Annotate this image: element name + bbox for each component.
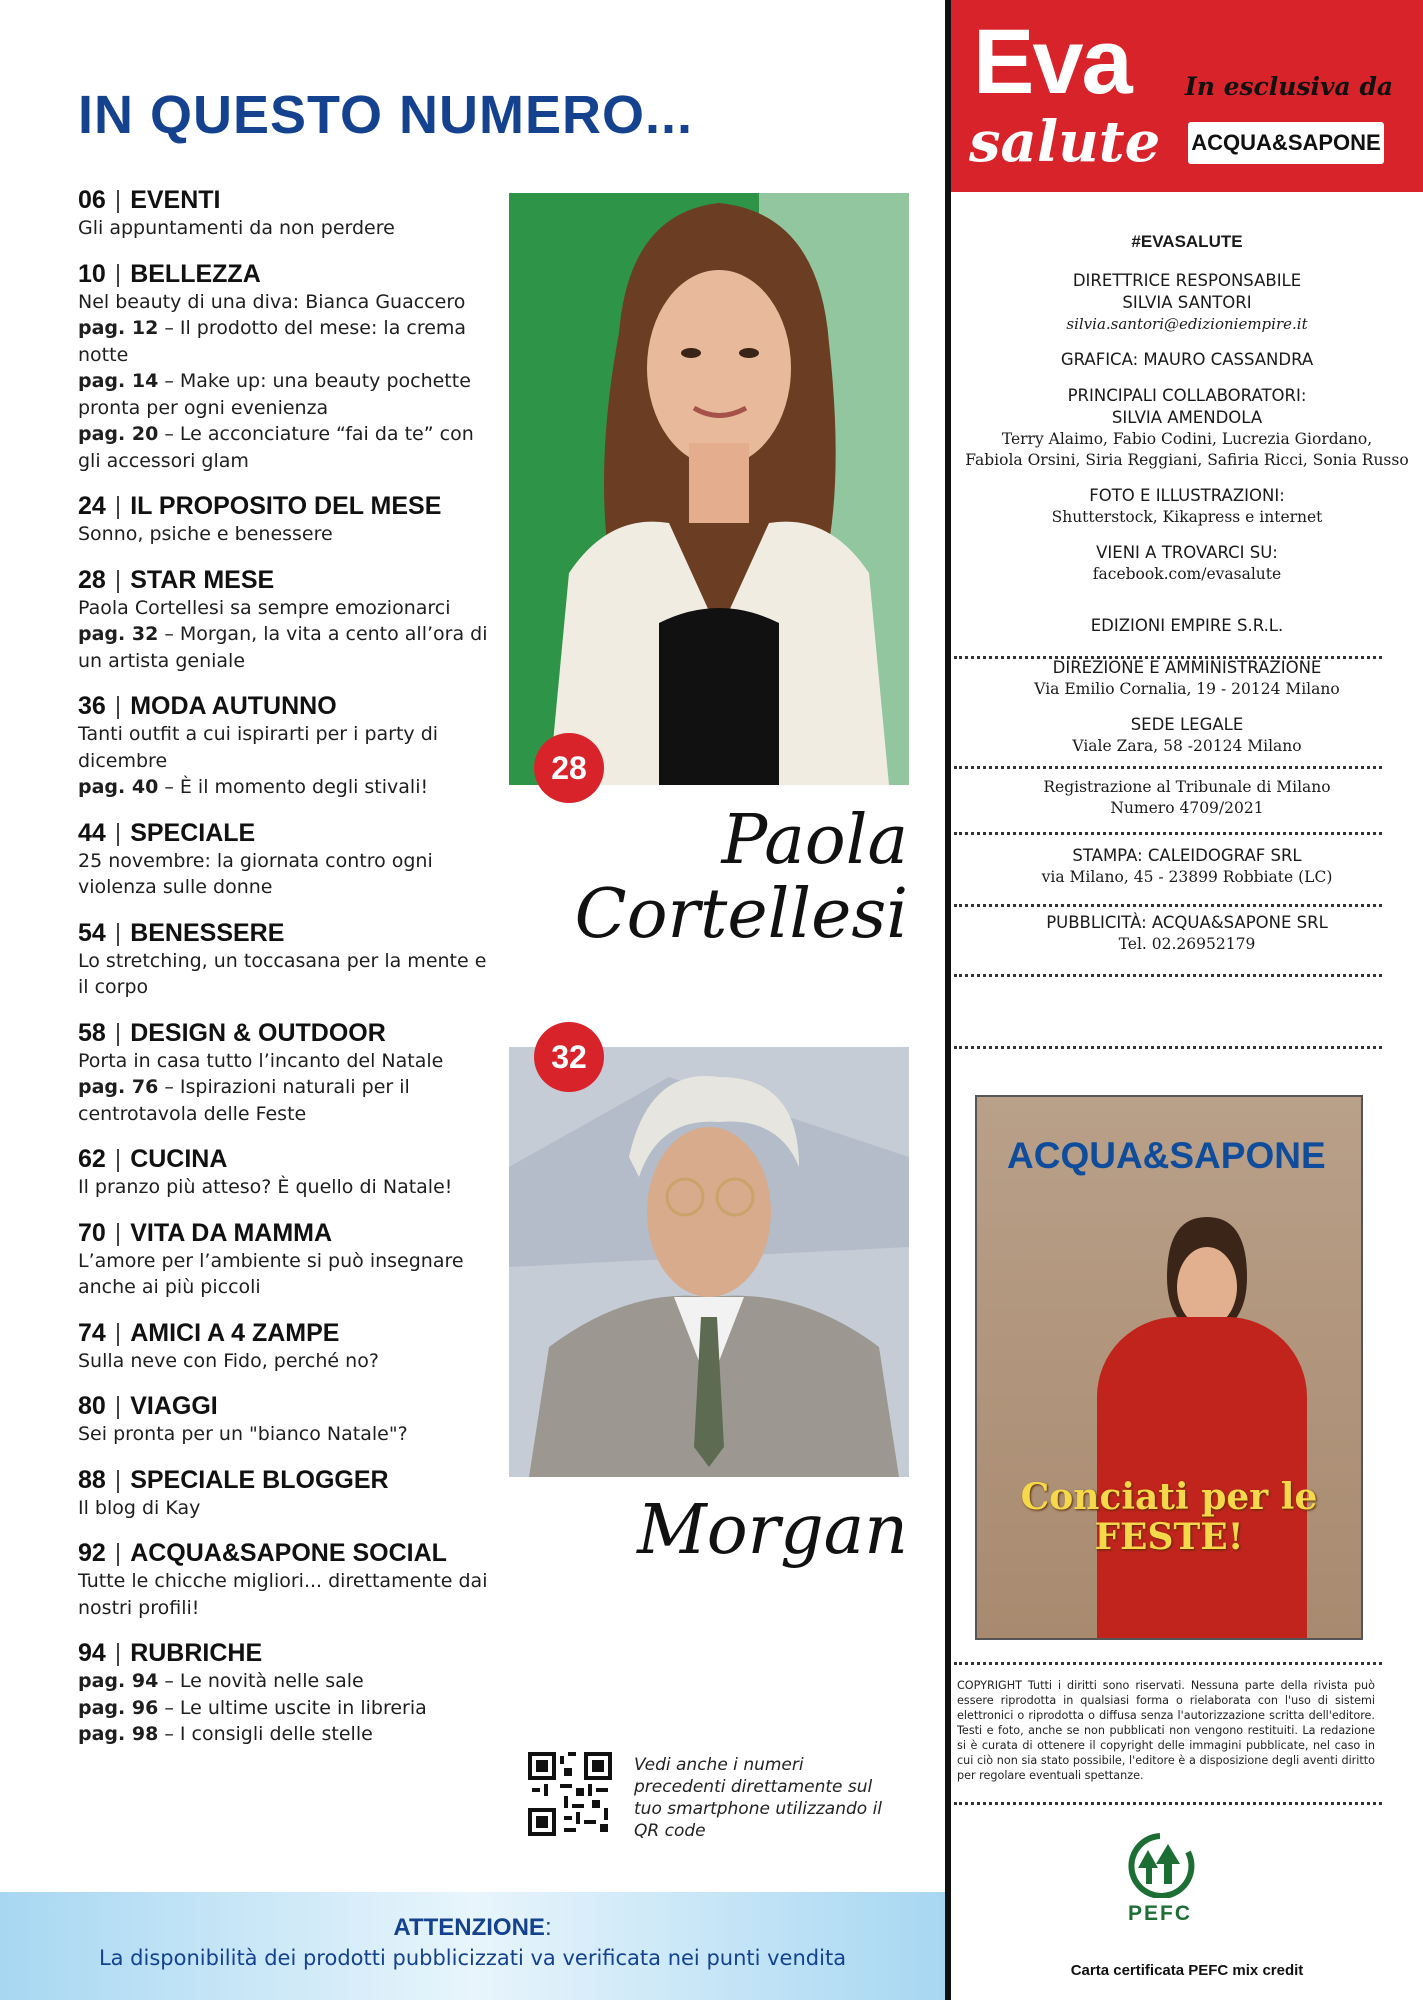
toc-heading: 74 | AMICI A 4 ZAMPE — [78, 1318, 340, 1347]
toc-heading: 62 | CUCINA — [78, 1145, 228, 1173]
toc-line: Porta in casa tutto l’incanto del Natale — [78, 1049, 444, 1072]
qr-code-icon[interactable] — [528, 1752, 612, 1836]
toc-page-number: 06 — [78, 186, 106, 214]
toc-line: Sei pronta per un "bianco Natale"? — [78, 1423, 408, 1445]
toc-item[interactable] — [78, 918, 488, 1001]
toc-line: L’amore per l’ambiente si può insegnare anche ai più piccoli — [78, 1249, 464, 1298]
toc-heading: 24 | IL PROPOSITO DEL MESE — [78, 492, 442, 520]
morgan-photo — [509, 1047, 909, 1477]
toc-line: pag. 96 – Le ultime uscite in libreria — [78, 1696, 427, 1719]
toc-heading: 10 | BELLEZZA — [78, 259, 261, 288]
admin-address: Via Emilio Cornalia, 19 - 20124 Milano — [1034, 680, 1340, 698]
toc-line: pag. 32 – Morgan, la vita a cento all’ora di un artista geniale — [78, 623, 488, 672]
toc-section-name: ACQUA&SAPONE SOCIAL — [130, 1539, 447, 1567]
toc-page-number: 44 — [78, 818, 106, 847]
toc-line: Il blog di Kay — [78, 1496, 201, 1519]
toc-page-number: 24 — [78, 492, 106, 520]
admin-label: DIREZIONE E AMMINISTRAZIONE — [1052, 658, 1322, 677]
divider-dotted — [954, 974, 1382, 977]
paola-cortellesi-photo — [509, 193, 909, 785]
toc-item[interactable] — [78, 1538, 488, 1621]
masthead — [951, 0, 1423, 192]
divider-dotted — [954, 656, 1382, 659]
print-address: via Milano, 45 - 23899 Robbiate (LC) — [1041, 868, 1333, 886]
toc-section-name: VIAGGI — [130, 1392, 218, 1420]
toc-item[interactable] — [78, 1391, 488, 1448]
collaborators-label: PRINCIPALI COLLABORATORI: — [1067, 386, 1307, 405]
director-label: DIRETTRICE RESPONSABILE — [1072, 271, 1302, 290]
exclusive-label: In esclusiva da — [1185, 72, 1394, 101]
legal-address: Viale Zara, 58 -20124 Milano — [1072, 737, 1302, 755]
toc-item[interactable] — [78, 1218, 488, 1301]
collaborators-line-1: Terry Alaimo, Fabio Codini, Lucrezia Giordano, — [1001, 430, 1373, 448]
toc-line: Nel beauty di una diva: Bianca Guaccero — [78, 290, 466, 313]
toc-item[interactable] — [78, 565, 488, 675]
page-badge-32: 32 — [534, 1022, 604, 1092]
pefc-text: PEFC — [1127, 1902, 1192, 1925]
qr-caption: Vedi anche i numeri precedenti direttamente sul tuo smartphone utilizzando il QR code — [634, 1755, 883, 1841]
paola-name-label — [568, 801, 908, 954]
toc-item[interactable] — [78, 818, 488, 901]
toc-line: pag. 98 – I consigli delle stelle — [78, 1723, 373, 1745]
toc-line: Paola Cortellesi sa sempre emozionarci — [78, 596, 451, 619]
attention-banner — [0, 1892, 945, 2000]
toc-section-name: MODA AUTUNNO — [130, 692, 337, 720]
toc-heading: 44 | SPECIALE — [78, 818, 256, 847]
paola-last-name: Cortellesi — [574, 875, 908, 954]
toc-page-number: 88 — [78, 1465, 106, 1494]
toc-heading: 70 | VITA DA MAMMA — [78, 1218, 333, 1247]
toc-section-name: IL PROPOSITO DEL MESE — [130, 492, 442, 520]
divider-dotted — [954, 766, 1382, 769]
director-email[interactable]: silvia.santori@edizioniempire.it — [1066, 315, 1308, 333]
logo-salute: salute — [969, 109, 1161, 175]
registration-line-2: Numero 4709/2021 — [1110, 799, 1264, 817]
facebook-link[interactable]: facebook.com/evasalute — [1092, 565, 1282, 583]
toc-line: pag. 40 – È il momento degli stivali! — [78, 776, 429, 798]
toc-page-number: 74 — [78, 1318, 106, 1347]
toc-line: Lo stretching, un toccasana per la mente e il corpo — [78, 949, 487, 998]
toc-heading: 06 | EVENTI — [78, 186, 221, 214]
toc-item[interactable] — [78, 491, 488, 548]
toc-line: pag. 94 – Le novità nelle sale — [78, 1670, 364, 1692]
toc-heading: 54 | BENESSERE — [78, 918, 285, 947]
pefc-logo — [1110, 1832, 1210, 1926]
toc-line: Tanti outfit a cui ispirarti per i party di dicembre — [78, 723, 439, 772]
pefc-tree-icon — [1110, 1832, 1210, 1898]
toc-section-name: CUCINA — [130, 1145, 228, 1173]
toc-item[interactable] — [78, 1465, 488, 1522]
toc-page-number: 10 — [78, 259, 106, 288]
toc-section-name: RUBRICHE — [130, 1639, 263, 1667]
toc-heading: 92 | ACQUA&SAPONE SOCIAL — [78, 1539, 447, 1567]
director-name: SILVIA SANTORI — [1122, 293, 1252, 312]
toc-heading: 28 | STAR MESE — [78, 565, 275, 594]
publisher: EDIZIONI EMPIRE S.R.L. — [1090, 616, 1284, 635]
toc-page-number: 70 — [78, 1218, 106, 1247]
page-title: IN QUESTO NUMERO... — [78, 85, 694, 145]
grafica-credit: GRAFICA: MAURO CASSANDRA — [1060, 350, 1314, 369]
toc-heading: 58 | DESIGN & OUTDOOR — [78, 1018, 386, 1047]
toc-page-number: 80 — [78, 1392, 106, 1420]
toc-section-name: SPECIALE BLOGGER — [130, 1465, 389, 1494]
toc-page-number: 36 — [78, 692, 106, 720]
divider-dotted — [954, 832, 1382, 835]
ads-phone: Tel. 02.26952179 — [1118, 935, 1256, 953]
toc-line: pag. 12 – Il prodotto del mese: la crema notte — [78, 317, 467, 366]
toc-item[interactable] — [78, 1018, 488, 1128]
toc-item[interactable] — [78, 185, 488, 242]
visit-label: VIENI A TROVARCI SU: — [1096, 543, 1278, 562]
toc-page-number: 92 — [78, 1539, 106, 1567]
attention-text: La disponibilità dei prodotti pubblicizzati va verificata nei punti vendita — [98, 1946, 847, 1970]
toc-line: 25 novembre: la giornata contro ogni violenza sulle donne — [78, 849, 433, 898]
cover-brand: ACQUA&SAPONE — [1007, 1135, 1326, 1176]
toc-item[interactable] — [78, 691, 488, 801]
acqua-sapone-logo: ACQUA&SAPONE — [1188, 122, 1384, 164]
toc-heading: 94 | RUBRICHE — [78, 1639, 263, 1667]
toc-line: Sonno, psiche e benessere — [78, 523, 333, 545]
table-of-contents — [78, 185, 488, 1765]
page-badge-28: 28 — [534, 733, 604, 803]
paola-first-name: Paola — [721, 801, 908, 880]
hashtag: #EVASALUTE — [1131, 232, 1243, 251]
toc-section-name: AMICI A 4 ZAMPE — [130, 1318, 340, 1347]
divider-dotted — [954, 904, 1382, 907]
toc-section-name: STAR MESE — [130, 565, 275, 594]
pefc-caption: Carta certificata PEFC mix credit — [1070, 1962, 1304, 1979]
credits-panel — [951, 232, 1423, 969]
registration-line-1: Registrazione al Tribunale di Milano — [1043, 778, 1331, 796]
toc-item[interactable] — [78, 1144, 488, 1201]
toc-page-number: 94 — [78, 1639, 106, 1667]
toc-page-number: 62 — [78, 1145, 106, 1173]
toc-line: pag. 76 – Ispirazioni naturali per il centrotavola delle Feste — [78, 1076, 410, 1125]
toc-line: Tutte le chicche migliori... direttamente dai nostri profili! — [78, 1570, 488, 1619]
toc-section-name: EVENTI — [130, 186, 221, 214]
cover-headline: Conciati per le FESTE! — [1020, 1476, 1318, 1558]
toc-section-name: BENESSERE — [130, 918, 285, 947]
toc-heading: 88 | SPECIALE BLOGGER — [78, 1465, 389, 1494]
photo-label: FOTO E ILLUSTRAZIONI: — [1089, 486, 1285, 505]
toc-page-number: 58 — [78, 1018, 106, 1047]
collaborators-main: SILVIA AMENDOLA — [1111, 408, 1263, 427]
toc-section-name: SPECIALE — [130, 818, 256, 847]
toc-section-name: BELLEZZA — [130, 259, 261, 288]
toc-line: pag. 20 – Le acconciature “fai da te” con gli accessori glam — [78, 423, 474, 472]
divider-dotted — [954, 1802, 1382, 1805]
toc-section-name: DESIGN & OUTDOOR — [130, 1018, 386, 1047]
toc-page-number: 54 — [78, 918, 106, 947]
copyright-notice: COPYRIGHT Tutti i diritti sono riservati. Nessuna parte della rivista può essere riprodotta in qualsiasi forma o rielaborata con l'uso di sistemi elettronici o riprodotta o diffusa senza l'autorizzazione scritta dell'editore. Testi e foto, anche se non pubblicati non vengono restituiti. La redazione si è curata di ottenere il copyright delle immagini pubblicate, nel caso in cui ciò non sia stato possibile, l'editore è a disposizione degli aventi diritto per regolare eventuali spettanze. — [957, 1679, 1375, 1782]
toc-heading: 80 | VIAGGI — [78, 1392, 218, 1420]
magazine-cover[interactable] — [975, 1095, 1363, 1640]
collaborators-line-2: Fabiola Orsini, Siria Reggiani, Safiria Ricci, Sonia Russo — [965, 451, 1409, 469]
toc-line: Gli appuntamenti da non perdere — [78, 217, 395, 239]
toc-item[interactable] — [78, 1318, 488, 1375]
toc-line: Sulla neve con Fido, perché no? — [78, 1349, 379, 1372]
ads-label: PUBBLICITÀ: ACQUA&SAPONE SRL — [1046, 913, 1328, 932]
legal-label: SEDE LEGALE — [1130, 715, 1244, 734]
toc-page-number: 28 — [78, 565, 106, 594]
toc-item[interactable] — [78, 1638, 488, 1748]
toc-heading: 36 | MODA AUTUNNO — [78, 692, 337, 720]
divider-dotted — [954, 1046, 1382, 1049]
divider-dotted — [954, 1662, 1382, 1665]
morgan-name-label: Morgan — [637, 1491, 908, 1570]
logo-eva: Eva — [973, 11, 1131, 113]
toc-line: pag. 14 – Make up: una beauty pochette pronta per ogni evenienza — [78, 370, 471, 419]
toc-section-name: VITA DA MAMMA — [130, 1218, 333, 1247]
photo-value: Shutterstock, Kikapress e internet — [1051, 508, 1323, 526]
toc-item[interactable] — [78, 259, 488, 475]
print-label: STAMPA: CALEIDOGRAF SRL — [1072, 846, 1302, 865]
toc-line: Il pranzo più atteso? È quello di Natale! — [78, 1176, 453, 1198]
attention-title: ATTENZIONE: — [393, 1914, 552, 1941]
